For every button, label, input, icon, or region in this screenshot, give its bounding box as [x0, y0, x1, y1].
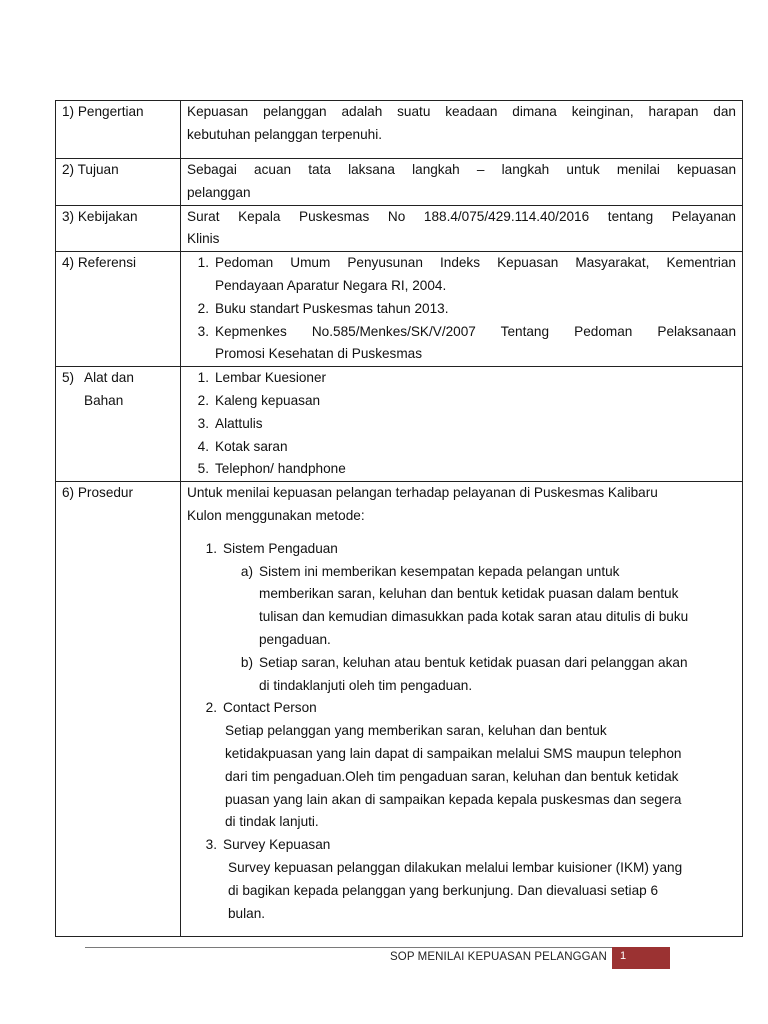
- row-content: [181, 101, 743, 159]
- text-line: Klinis: [187, 231, 220, 247]
- step-title: Sistem Pengaduan: [223, 540, 338, 556]
- text-line: pelanggan: [187, 184, 251, 200]
- row-label: 4) Referensi: [56, 252, 181, 367]
- step-body: [187, 857, 736, 925]
- list-item: [187, 298, 736, 321]
- row-content: [181, 252, 743, 367]
- label-line: [62, 367, 174, 390]
- list-item: [187, 458, 736, 481]
- list-text: Kaleng kepuasan: [215, 392, 321, 408]
- footer-title: SOP MENILAI KEPUASAN PELANGGAN: [390, 951, 607, 963]
- step-title: Survey Kepuasan: [223, 837, 331, 853]
- step-number: 3.: [205, 837, 217, 853]
- step-number: 2.: [205, 700, 217, 716]
- row-prosedur: [56, 482, 743, 937]
- list-item: [187, 252, 736, 298]
- label-number: 5): [62, 370, 75, 386]
- text-line: Buku standart Puskesmas tahun 2013.: [215, 300, 449, 316]
- list-number: 5.: [197, 461, 209, 477]
- text-line: bulan.: [228, 905, 266, 921]
- list-number: 2.: [197, 300, 209, 316]
- text-line: tulisan dan kemudian dimasukkan pada kotak saran atau ditulis di buku: [259, 609, 689, 625]
- procedure-step: [187, 697, 736, 720]
- list-number: 1.: [197, 255, 209, 271]
- footer-rule: [85, 947, 669, 948]
- row-tujuan: [56, 159, 743, 206]
- row-content: [181, 159, 743, 206]
- row-pengertian: [56, 101, 743, 159]
- list-text: Kotak saran: [215, 438, 288, 454]
- text-line: Untuk menilai kepuasan pelangan terhadap pelayanan di Puskesmas Kalibaru: [187, 485, 658, 501]
- row-label: 6) Prosedur: [56, 482, 181, 937]
- text-line: Sistem ini memberikan kesempatan kepada pelangan untuk: [259, 563, 620, 579]
- sop-table: [55, 100, 743, 937]
- text-line: ketidakpuasan yang lain dapat di sampaikan melalui SMS maupun telephon: [225, 745, 682, 761]
- list-item: [187, 436, 736, 459]
- text-line: Survey kepuasan pelanggan dilakukan melalui lembar kuisioner (IKM) yang: [228, 859, 683, 875]
- list-number: 3.: [197, 323, 209, 339]
- row-label: 2) Tujuan: [56, 159, 181, 206]
- list-item: [187, 321, 736, 367]
- procedure-step: [187, 834, 736, 857]
- row-referensi: [56, 252, 743, 367]
- text-line: di tindaklanjuti oleh tim pengaduan.: [259, 677, 473, 693]
- list-item: [187, 390, 736, 413]
- row-label: [56, 367, 181, 482]
- label-text: Alat dan: [84, 370, 134, 386]
- text-line: Promosi Kesehatan di Puskesmas: [215, 346, 423, 362]
- step-number: 1.: [205, 540, 217, 556]
- text-line: dari tim pengaduan.Oleh tim pengaduan saran, keluhan dan bentuk ketidak: [225, 768, 679, 784]
- list-number: 3.: [197, 415, 209, 431]
- sub-number: a): [240, 563, 253, 579]
- list-number: 2.: [197, 392, 209, 408]
- list-text: Alattulis: [215, 415, 263, 431]
- text-line: Pendayaan Aparatur Negara RI, 2004.: [215, 277, 447, 293]
- list-text: Lembar Kuesioner: [215, 370, 327, 386]
- list-number: 1.: [197, 370, 209, 386]
- text-line: Setiap pelanggan yang memberikan saran, keluhan dan bentuk: [225, 723, 607, 739]
- text-line: Surat Kepala Puskesmas No 188.4/075/429.114.40/2016 tentang Pelayanan: [187, 208, 736, 224]
- text-line: Kepmenkes No.585/Menkes/SK/V/2007 Tentang Pedoman Pelaksanaan: [215, 323, 736, 339]
- text-line: memberikan saran, keluhan dan bentuk ketidak puasan dalam bentuk: [259, 586, 679, 602]
- text-line: puasan yang lain akan di sampaikan kepada kepala puskesmas dan segera: [225, 791, 682, 807]
- procedure-step: [187, 538, 736, 561]
- row-content: [181, 205, 743, 252]
- step-body: [187, 720, 736, 834]
- text-line: di bagikan kepada pelanggan yang berkunjung. Dan dievaluasi setiap 6: [228, 882, 659, 898]
- sub-number: b): [240, 654, 253, 670]
- list-text: Telephon/ handphone: [215, 461, 346, 477]
- list-number: 4.: [197, 438, 209, 454]
- label-text: Bahan: [84, 392, 124, 408]
- text-line: Sebagai acuan tata laksana langkah – langkah untuk menilai kepuasan: [187, 162, 736, 177]
- text-line: di tindak lanjuti.: [225, 814, 319, 830]
- sub-item: [187, 652, 736, 698]
- text-line: Pedoman Umum Penyusunan Indeks Kepuasan Masyarakat, Kementrian: [215, 255, 736, 271]
- step-title: Contact Person: [223, 700, 317, 716]
- row-content: [181, 482, 743, 937]
- list-item: [187, 367, 736, 390]
- text-line: pengaduan.: [259, 631, 331, 647]
- sub-item: [187, 561, 736, 652]
- row-label: 3) Kebijakan: [56, 205, 181, 252]
- text-line: kebutuhan pelanggan terpenuhi.: [187, 126, 383, 142]
- text-line: Setiap saran, keluhan atau bentuk ketidak puasan dari pelanggan akan: [259, 654, 688, 670]
- row-alat-bahan: [56, 367, 743, 482]
- row-label: 1) Pengertian: [56, 101, 181, 159]
- text-line: Kepuasan pelanggan adalah suatu keadaan dimana keinginan, harapan dan: [187, 104, 736, 119]
- row-kebijakan: [56, 205, 743, 252]
- row-content: [181, 367, 743, 482]
- text-line: Kulon menggunakan metode:: [187, 507, 365, 523]
- page-number-badge: 1: [612, 947, 670, 969]
- list-item: [187, 413, 736, 436]
